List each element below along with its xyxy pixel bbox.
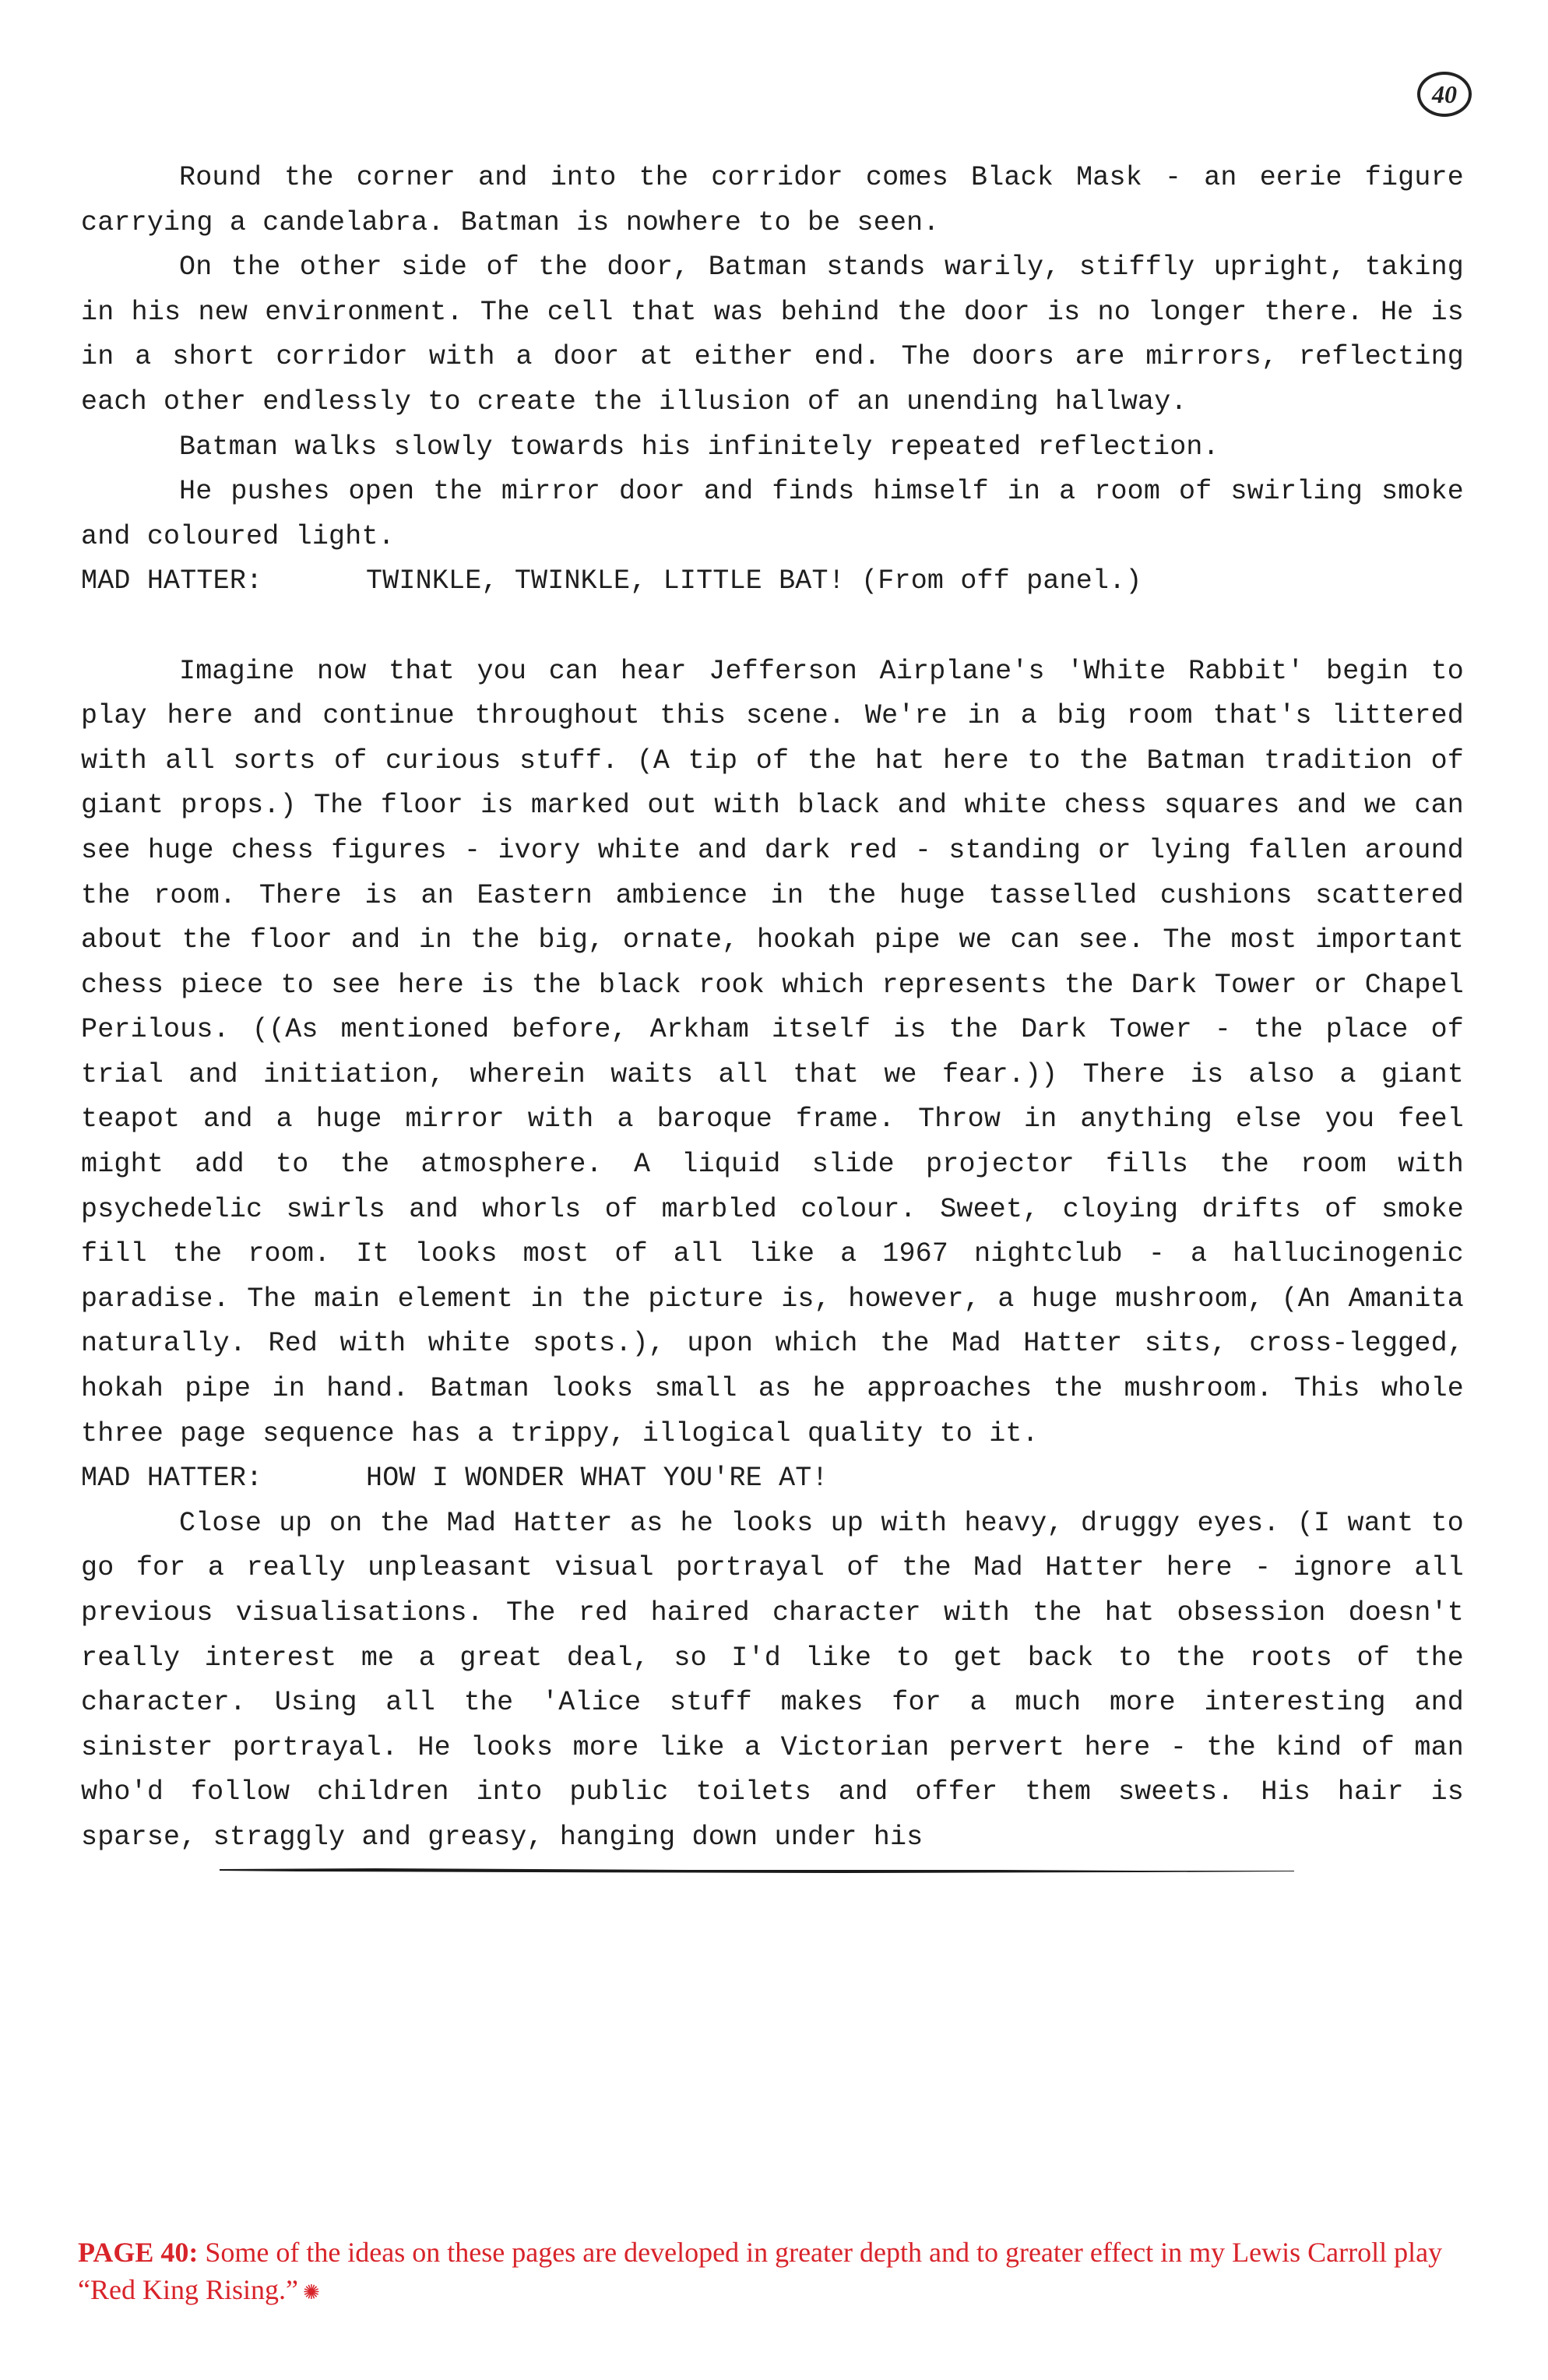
action-paragraph: On the other side of the door, Batman stands warily, stiffly upright, taking in his new environment. The cell that was behind the door is no longer there. He is in a short corridor with a door at either end. The doors are mirrors, reflecting each other endlessly to create the illusion of an unending hallway. bbox=[81, 252, 1464, 417]
action-paragraph: Imagine now that you can hear Jefferson Airplane's 'White Rabbit' begin to play here and continue throughout this scene. We're in a big room that's littered with all sorts of curious stuff. (A tip of the hat here to the Batman tradition of giant props.) The floor is marked out with black and white chess squares and we can see huge chess figures - ivory white and dark red - standing or lying fallen around the room. There is an Eastern ambience in the huge tasselled cushions scattered about the floor and in the big, ornate, hookah pipe we can see. The most important chess piece to see here is the black rook which represents the Dark Tower or Chapel Perilous. ((As mentioned before, Arkham itself is the Dark Tower - the place of trial and initiation, wherein waits all that we fear.)) There is also a giant teapot and a huge mirror with a baroque frame. Throw in anything else you feel might add to the atmosphere. A liquid slide projector fills the room with psychedelic swirls and whorls of marbled colour. Sweet, cloying drifts of smoke fill the room. It looks most of all like a 1967 nightclub - a hallucinogenic paradise. The main element in the picture is, however, a huge mushroom, (An Amanita naturally. Red with white spots.), upon which the Mad Hatter sits, cross-legged, hokah pipe in hand. Batman looks small as he approaches the mushroom. This whole three page sequence has a trippy, illogical quality to it. bbox=[81, 655, 1464, 1449]
star-icon: ✺ bbox=[302, 2280, 320, 2304]
page-number: 40 bbox=[1417, 72, 1472, 117]
footnote bbox=[78, 2234, 1472, 2311]
blank-line bbox=[81, 604, 1464, 650]
action-paragraph: Close up on the Mad Hatter as he looks up with heavy, druggy eyes. (I want to go for a really unpleasant visual portrayal of the Mad Hatter here - ignore all previous visualisations. The red haired character with the hat obsession doesn't really interest me a great deal, so I'd like to get back to the roots of the character. Using all the 'Alice stuff makes for a much more interesting and sinister portrayal. He looks more like a Victorian pervert here - the kind of man who'd follow children into public toilets and offer them sweets. His hair is sparse, straggly and greasy, hanging down under his bbox=[81, 1507, 1464, 1853]
dialogue-line bbox=[81, 559, 1464, 604]
speaker-name: MAD HATTER: bbox=[81, 1463, 263, 1495]
separator-rule bbox=[220, 1866, 1294, 1874]
speaker-name: MAD HATTER: bbox=[81, 565, 263, 597]
dialogue-text: HOW I WONDER WHAT YOU'RE AT! bbox=[366, 1463, 829, 1495]
action-paragraph: He pushes open the mirror door and finds himself in a room of swirling smoke and coloured light. bbox=[81, 476, 1464, 552]
dialogue-text: TWINKLE, TWINKLE, LITTLE BAT! (From off panel.) bbox=[366, 565, 1142, 597]
footnote-text: Some of the ideas on these pages are developed in greater depth and to greater effect in my Lewis Carroll play “Red King Rising.” bbox=[78, 2237, 1443, 2305]
action-paragraph: Batman walks slowly towards his infinitely repeated reflection. bbox=[179, 431, 1219, 463]
footnote-label: PAGE 40: bbox=[78, 2237, 199, 2268]
dialogue-line bbox=[81, 1456, 1464, 1502]
action-paragraph: Round the corner and into the corridor comes Black Mask - an eerie figure carrying a candelabra. Batman is nowhere to be seen. bbox=[81, 162, 1464, 238]
script-body bbox=[81, 156, 1464, 1861]
